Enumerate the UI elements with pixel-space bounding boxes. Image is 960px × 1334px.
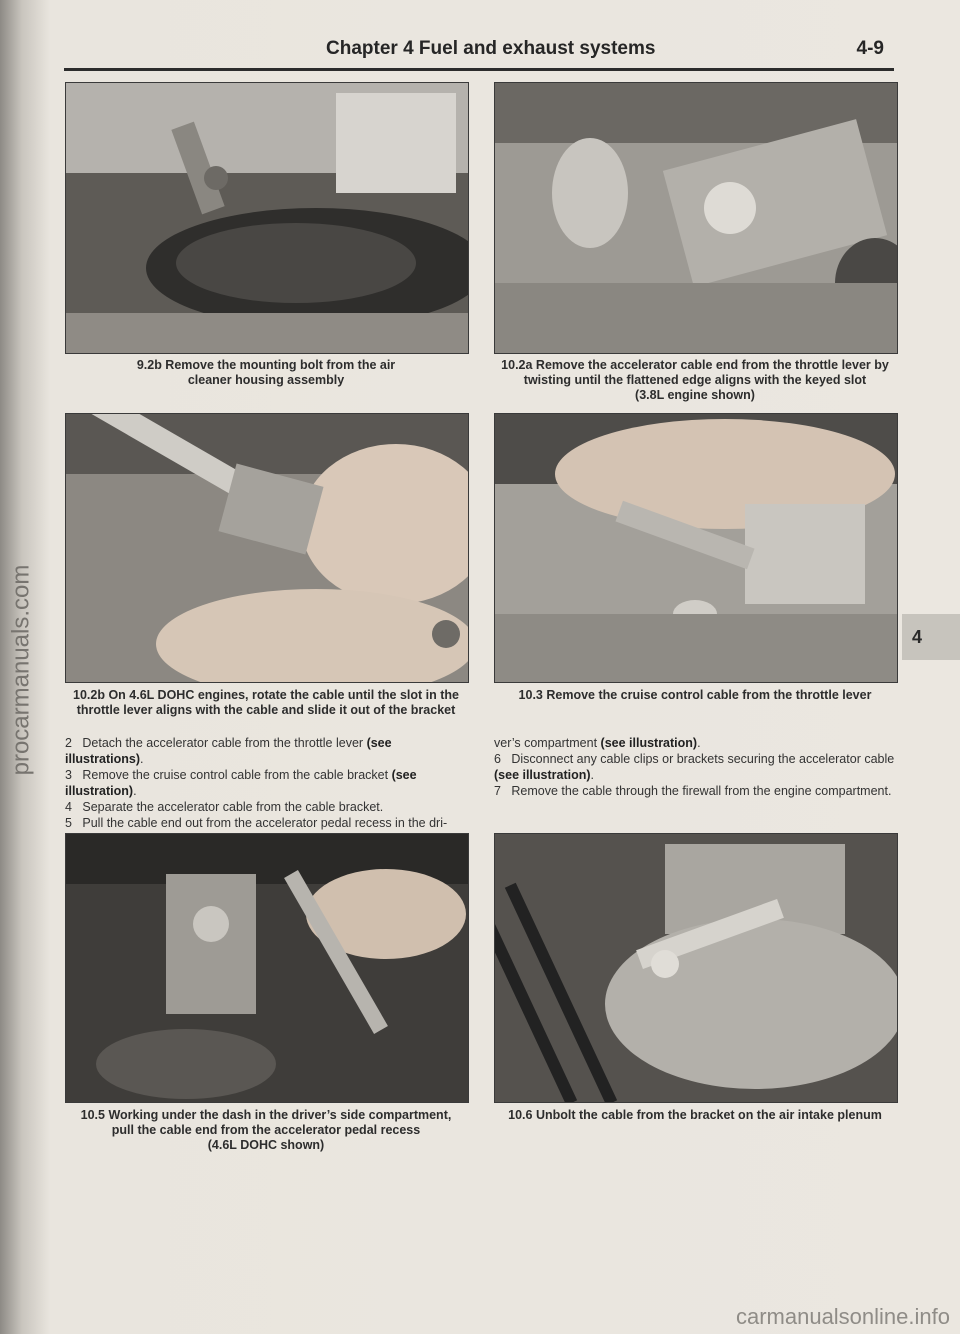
side-watermark xyxy=(4,520,38,820)
photo-10-5-image xyxy=(66,834,468,1102)
body-paragraph xyxy=(65,735,467,767)
illustration-ref: (see illustrations) xyxy=(65,736,392,766)
step-text: Disconnect any cable clips or brackets securing the accelerator cable xyxy=(511,752,895,766)
chapter-tab-label: 4 xyxy=(912,626,923,647)
caption-line: cleaner housing assembly xyxy=(187,373,345,387)
caption-10-6 xyxy=(494,1108,896,1123)
step-text: Separate the accelerator cable from the cable bracket. xyxy=(82,800,384,814)
body-paragraph xyxy=(494,751,896,783)
step-text: Remove the cable through the firewall from the engine compartment. xyxy=(511,784,892,798)
photo-10-3-image xyxy=(495,414,897,682)
photo-10-2a-image xyxy=(495,83,897,353)
caption-10-2a xyxy=(494,358,896,403)
illustration-ref: (see illustration) xyxy=(600,736,698,750)
illustration-ref: (see illustration) xyxy=(65,768,417,798)
caption-10-5 xyxy=(65,1108,467,1153)
step-tail: . xyxy=(590,768,595,782)
body-paragraph xyxy=(494,783,896,799)
caption-line: 10.3 Remove the cruise control cable from the throttle lever xyxy=(518,688,872,702)
step-tail: . xyxy=(133,784,137,798)
caption-10-3 xyxy=(494,688,896,703)
bottom-watermark: carmanualsonline.info xyxy=(735,1304,950,1329)
step-number: 7 xyxy=(494,784,501,798)
photo-9-2b-image xyxy=(66,83,468,353)
body-paragraph xyxy=(65,815,467,831)
caption-10-2b xyxy=(65,688,467,718)
step-text: Detach the accelerator cable from the throttle lever xyxy=(82,736,364,750)
step-number: 6 xyxy=(494,752,501,766)
body-paragraph xyxy=(65,767,467,799)
step-text: Pull the cable end out from the accelerator pedal recess in the dri- xyxy=(82,816,448,830)
photo-10-2a xyxy=(494,82,898,354)
body-paragraph xyxy=(494,735,896,751)
caption-line: pull the cable end from the accelerator pedal recess xyxy=(111,1123,421,1137)
caption-line: throttle lever aligns with the cable and slide it out of the bracket xyxy=(76,703,456,717)
caption-line: twisting until the flattened edge aligns with the keyed slot xyxy=(523,373,867,387)
photo-10-5 xyxy=(65,833,469,1103)
caption-line: (3.8L engine shown) xyxy=(635,388,755,402)
chapter-title: Chapter 4 Fuel and exhaust systems xyxy=(326,38,656,59)
photo-10-3 xyxy=(494,413,898,683)
body-paragraph xyxy=(65,799,467,815)
step-tail: . xyxy=(697,736,701,750)
caption-line: 10.2b On 4.6L DOHC engines, rotate the cable until the slot in the xyxy=(73,688,459,702)
step-tail: . xyxy=(140,752,144,766)
body-column-left xyxy=(65,735,467,831)
step-text: Remove the cruise control cable from the cable bracket xyxy=(82,768,389,782)
page-number: 4-9 xyxy=(856,38,884,59)
photo-9-2b xyxy=(65,82,469,354)
page-header xyxy=(64,36,894,71)
step-number: 4 xyxy=(65,800,72,814)
caption-line: (4.6L DOHC shown) xyxy=(207,1138,325,1152)
photo-10-2b-image xyxy=(66,414,468,682)
step-text: ver’s compartment xyxy=(494,736,598,750)
caption-line: 10.6 Unbolt the cable from the bracket on the air intake plenum xyxy=(508,1108,882,1122)
photo-10-2b xyxy=(65,413,469,683)
body-column-right xyxy=(494,735,896,799)
photo-10-6 xyxy=(494,833,898,1103)
step-number: 5 xyxy=(65,816,72,830)
side-watermark-text: procarmanuals.com xyxy=(7,564,34,776)
step-number: 3 xyxy=(65,768,72,782)
caption-line: 10.2a Remove the accelerator cable end from the throttle lever by xyxy=(501,358,889,372)
caption-line: 10.5 Working under the dash in the driver’s side compartment, xyxy=(80,1108,452,1122)
chapter-tab xyxy=(902,614,960,660)
caption-line: 9.2b Remove the mounting bolt from the air xyxy=(136,358,396,372)
step-number: 2 xyxy=(65,736,72,750)
photo-10-6-image xyxy=(495,834,897,1102)
illustration-ref: (see illustration) xyxy=(494,768,591,782)
caption-9-2b xyxy=(65,358,467,388)
